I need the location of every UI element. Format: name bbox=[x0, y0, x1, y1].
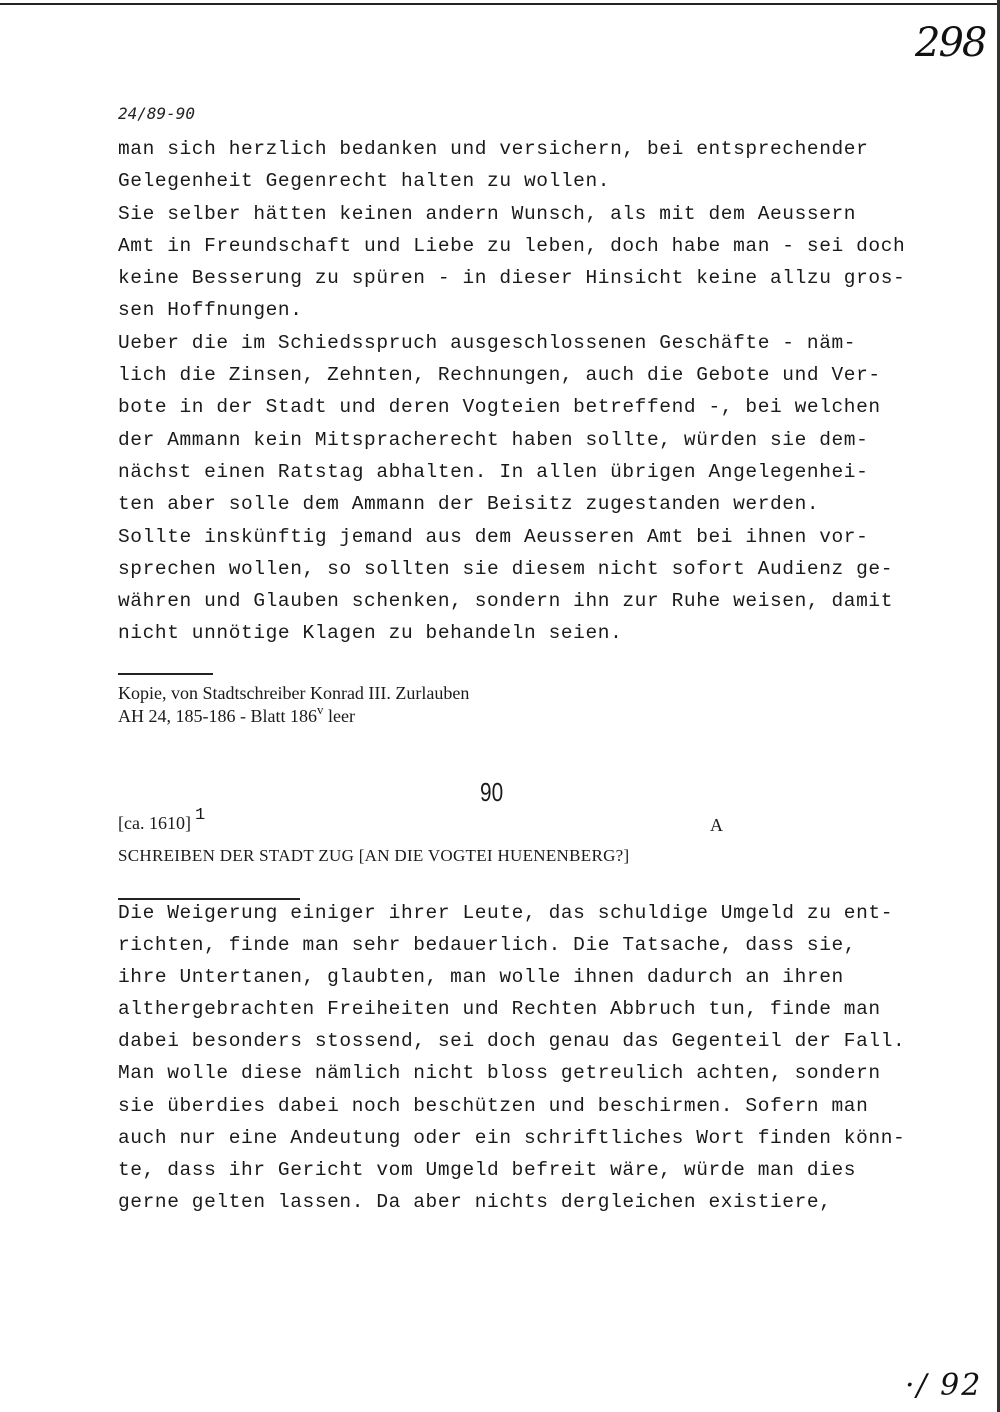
text-line: keine Besserung zu spüren - in dieser Hinsicht keine allzu gros- bbox=[118, 267, 906, 290]
text-line: bote in der Stadt und deren Vogteien betreffend -, bei welchen bbox=[118, 396, 881, 419]
text-line: te, dass ihr Gericht vom Umgeld befreit wäre, würde man dies bbox=[118, 1158, 857, 1181]
text-line: Amt in Freundschaft und Liebe zu leben, doch habe man - sei doch bbox=[118, 234, 906, 257]
document-letter: A bbox=[710, 815, 723, 835]
text-line: auch nur eine Andeutung oder ein schriftliches Wort finden könn- bbox=[118, 1126, 906, 1149]
footnote-rule bbox=[118, 673, 213, 675]
text-line: man sich herzlich bedanken und versichern, bei entsprechender bbox=[118, 138, 869, 160]
text-line: sie überdies dabei noch beschützen und beschirmen. Sofern man bbox=[118, 1094, 869, 1117]
scan-top-edge bbox=[0, 3, 1000, 5]
text-line: Man wolle diese nämlich nicht bloss getreulich achten, sondern bbox=[118, 1062, 881, 1085]
date-text: [ca. 1610] bbox=[118, 813, 191, 833]
text-line: sen Hoffnungen. bbox=[118, 299, 303, 322]
verso-superscript: v bbox=[316, 702, 324, 717]
text-line: ihre Untertanen, glaubten, man wolle ihnen dadurch an ihren bbox=[118, 966, 844, 989]
text-line: nächst einen Ratstag abhalten. In allen übrigen Angelegenhei- bbox=[118, 460, 869, 483]
text-line: dabei besonders stossend, sei doch genau das Gegenteil der Fall. bbox=[118, 1030, 906, 1053]
date-footnote-marker: 1 bbox=[194, 806, 206, 825]
document-heading: SCHREIBEN DER STADT ZUG [AN DIE VOGTEI HUENENBERG?] bbox=[118, 846, 630, 865]
text-line: gerne gelten lassen. Da aber nichts dergleichen existiere, bbox=[118, 1190, 832, 1213]
paragraph-2 bbox=[118, 897, 905, 1218]
handwritten-bottom-mark: ·/ 92 bbox=[905, 1368, 983, 1403]
text-line: Sollte inskünftig jemand aus dem Aeusseren Amt bei ihnen vor- bbox=[118, 525, 869, 548]
text-line: nicht unnötige Klagen zu behandeln seien. bbox=[118, 622, 623, 645]
handwritten-page-number: 298 bbox=[915, 20, 986, 66]
text-line: richten, finde man sehr bedauerlich. Die Tatsache, dass sie, bbox=[118, 934, 857, 957]
document-date bbox=[118, 806, 206, 835]
text-line: währen und Glauben schenken, sondern ihn zur Ruhe weisen, damit bbox=[118, 590, 894, 613]
source-note-archive bbox=[118, 702, 355, 727]
text-line: Sie selber hätten keinen andern Wunsch, als mit dem Aeussern bbox=[118, 202, 857, 225]
text-line: Gelegenheit Gegenrecht halten zu wollen. bbox=[118, 170, 611, 193]
archive-reference: AH 24, 185-186 - Blatt 186 bbox=[118, 706, 317, 726]
source-note-copy: Kopie, von Stadtschreiber Konrad III. Zurlauben bbox=[118, 683, 470, 703]
text-line: althergebrachten Freiheiten und Rechten Abbruch tun, finde man bbox=[118, 998, 881, 1021]
text-line: Ueber die im Schiedsspruch ausgeschlossenen Geschäfte - näm- bbox=[118, 331, 857, 354]
archive-reference-tail: leer bbox=[323, 706, 355, 726]
document-number: 90 bbox=[480, 777, 504, 807]
text-line: Die Weigerung einiger ihrer Leute, das schuldige Umgeld zu ent- bbox=[118, 902, 894, 924]
text-line: lich die Zinsen, Zehnten, Rechnungen, auch die Gebote und Ver- bbox=[118, 364, 881, 387]
text-line: sprechen wollen, so sollten sie diesem nicht sofort Audienz ge- bbox=[118, 557, 894, 580]
reference-number: 24/89-90 bbox=[118, 104, 196, 123]
text-line: der Ammann kein Mitspracherecht haben sollte, würden sie dem- bbox=[118, 428, 869, 451]
text-line: ten aber solle dem Ammann der Beisitz zugestanden werden. bbox=[118, 493, 820, 516]
paragraph-1 bbox=[118, 133, 905, 650]
